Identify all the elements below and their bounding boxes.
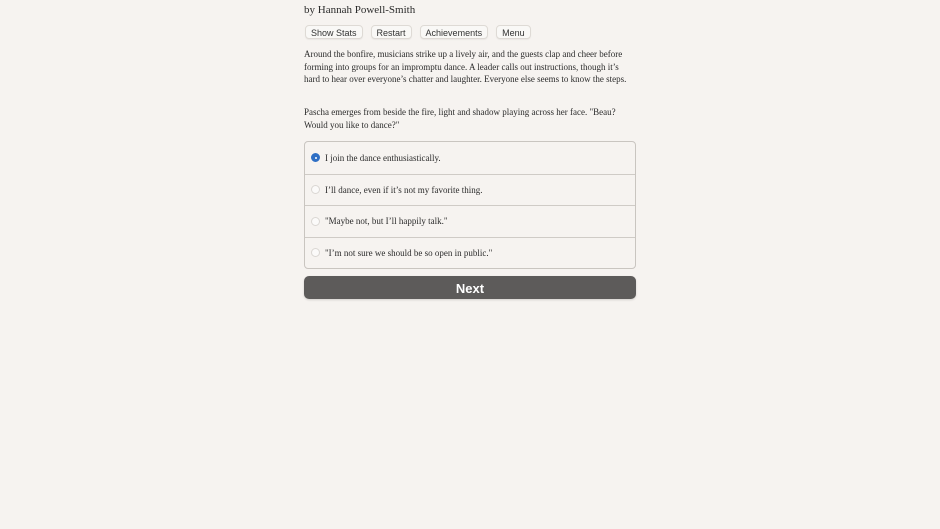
menu-button[interactable]: Menu xyxy=(496,25,531,39)
show-stats-button[interactable]: Show Stats xyxy=(305,25,363,39)
radio-unselected-icon[interactable] xyxy=(311,185,320,194)
choice-option[interactable] xyxy=(305,174,635,206)
choice-list xyxy=(304,141,636,269)
radio-selected-icon[interactable] xyxy=(311,153,320,162)
story-paragraph: Pascha emerges from beside the fire, light and shadow playing across her face. "Beau? Would you like to dance?" xyxy=(304,107,616,130)
choice-label: I join the dance enthusiastically. xyxy=(325,152,441,163)
author-byline: by Hannah Powell-Smith xyxy=(304,4,416,16)
choice-label: "I’m not sure we should be so open in public." xyxy=(325,247,493,258)
achievements-button[interactable]: Achievements xyxy=(420,25,489,39)
choice-option[interactable] xyxy=(305,205,635,237)
radio-unselected-icon[interactable] xyxy=(311,217,320,226)
choice-label: I’ll dance, even if it’s not my favorite thing. xyxy=(325,184,483,195)
next-button[interactable]: Next xyxy=(304,276,636,299)
choice-option[interactable] xyxy=(305,142,635,174)
restart-button[interactable]: Restart xyxy=(371,25,412,39)
radio-unselected-icon[interactable] xyxy=(311,248,320,257)
toolbar xyxy=(305,25,531,39)
choice-option[interactable] xyxy=(305,237,635,269)
story-paragraph: Around the bonfire, musicians strike up a lively air, and the guests clap and cheer before forming into groups for an impromptu dance. A leader calls out instructions, though it’s hard to hear over everyone’s chatter and laughter. Everyone else seems to know the steps. xyxy=(304,49,627,84)
choice-label: "Maybe not, but I’ll happily talk." xyxy=(325,216,448,227)
